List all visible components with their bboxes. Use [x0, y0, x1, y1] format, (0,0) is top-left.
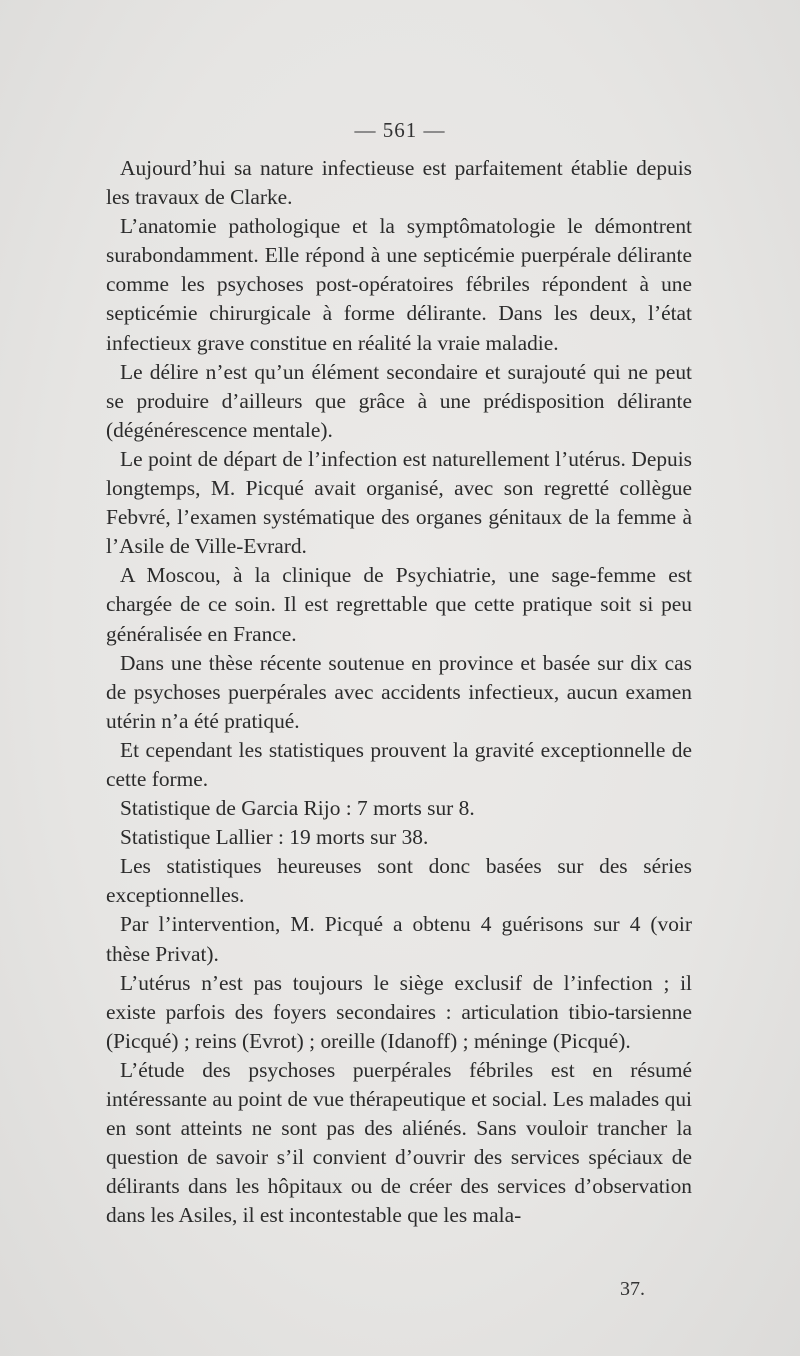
page-number: — 561 — [354, 118, 446, 142]
paragraph: Le point de départ de l’infection est naturellement l’utérus. Depuis longtemps, M. Picqué avait organisé, avec son regretté collègue Febvré, l’examen systématique des organes génitaux de la femme à l’Asile de Ville-Evrard. [106, 446, 692, 559]
paragraph: Les statistiques heureuses sont donc basées sur des séries exceptionnelles. [106, 854, 692, 908]
paragraph: Le délire n’est qu’un élément secondaire et surajouté qui ne peut se produire d’ailleurs que grâce à une prédisposition délirante (dégénérescence mentale). [106, 359, 692, 442]
paragraph: L’utérus n’est pas toujours le siège exclusif de l’infection ; il existe parfois des foyers secondaires : articulation tibio-tarsienne (Picqué) ; reins (Evrot) ; oreille (Idanoff) ; méninge (Picqué). [106, 970, 692, 1053]
paragraph: Par l’intervention, M. Picqué a obtenu 4 guérisons sur 4 (voir thèse Privat). [106, 912, 692, 966]
paragraph: Aujourd’hui sa nature infectieuse est parfaitement établie depuis les travaux de Clarke. [106, 156, 692, 210]
paragraph: Et cependant les statistiques prouvent la gravité exceptionnelle de cette forme. [106, 737, 692, 791]
paragraph: L’anatomie pathologique et la symptômatologie le démontrent surabondamment. Elle répond à une septicémie puerpérale délirante comme les psychoses post-opératoires fébriles répondent à une septicémie chirurgicale à forme délirante. Dans les deux, l’état infectieux grave constitue en réalité la vraie maladie. [106, 214, 692, 355]
paragraph: L’étude des psychoses puerpérales fébriles est en résumé intéressante au point de vue thérapeutique et social. Les malades qui en sont atteints ne sont pas des aliénés. Sans vouloir trancher la question de savoir s’il convient d’ouvrir des services spéciaux de délirants dans les hôpitaux ou de créer des services d’observation dans les Asiles, il est incontestable que les mala- [106, 1057, 692, 1228]
paragraph: A Moscou, à la clinique de Psychiatrie, une sage-femme est chargée de ce soin. Il est regrettable que cette pratique soit si peu généralisée en France. [106, 563, 692, 646]
paragraph: Statistique de Garcia Rijo : 7 morts sur 8. [120, 796, 475, 821]
body-text [106, 154, 692, 1230]
paragraph: Statistique Lallier : 19 morts sur 38. [120, 825, 429, 850]
signature-mark: 37. [620, 1278, 645, 1300]
paragraph: Dans une thèse récente soutenue en province et basée sur dix cas de psychoses puerpérales avec accidents infectieux, aucun examen utérin n’a été pratiqué. [106, 650, 692, 733]
